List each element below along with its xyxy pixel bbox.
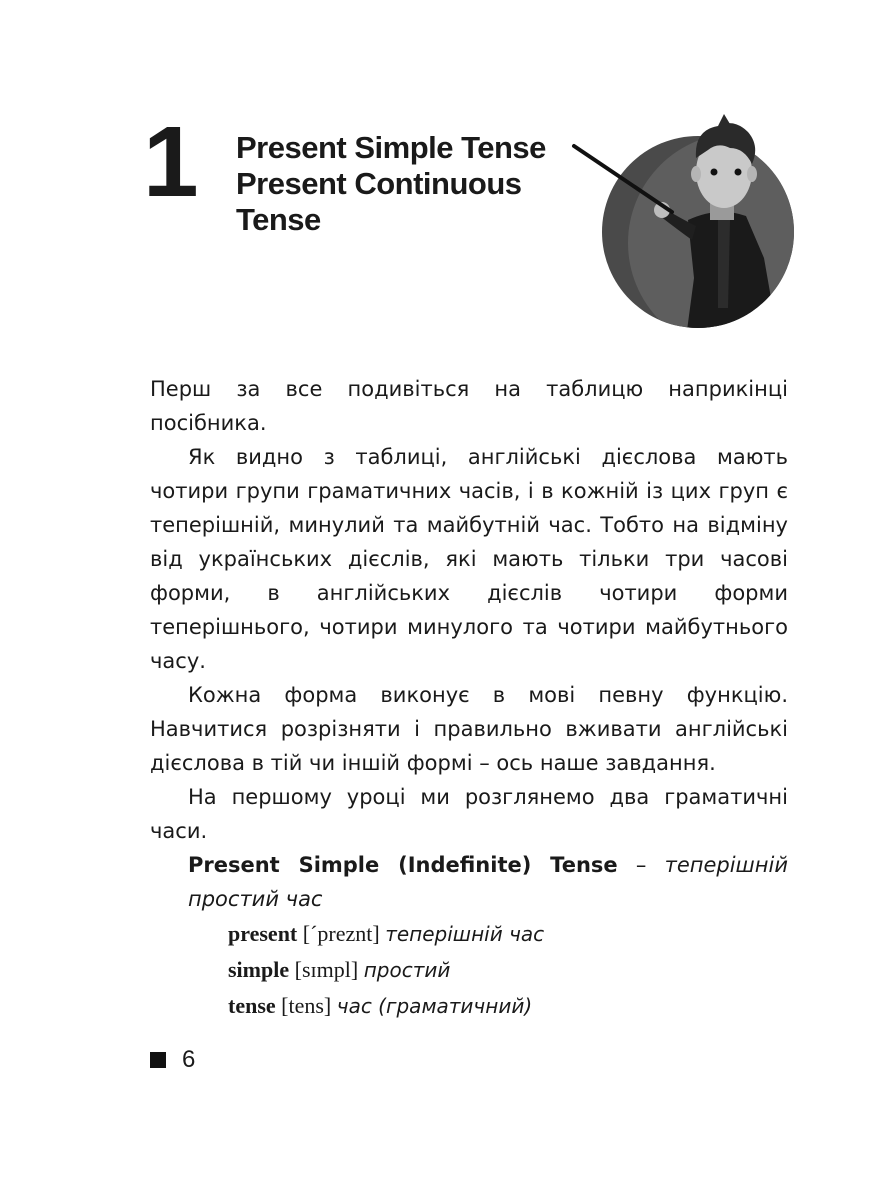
vocabulary-transcription: [´preznt] bbox=[302, 921, 380, 946]
paragraph: На першому уроці ми розглянемо два граматичні часи. bbox=[150, 785, 788, 843]
vocabulary-item bbox=[228, 952, 788, 988]
teacher-with-pointer-icon bbox=[568, 108, 796, 332]
chapter-number: 1 bbox=[143, 106, 197, 218]
paragraph: Кожна форма виконує в мові певну функцію. Навчитися розрізняти і правильно вживати англійські дієслова в тій чи іншій формі – ось наше завдання. bbox=[150, 683, 788, 775]
tense-term: Present Simple (Indefinite) Tense bbox=[188, 853, 618, 877]
body-text bbox=[150, 372, 788, 1024]
page-number: 6 bbox=[182, 1046, 196, 1073]
chapter-title-line: Present Simple Tense bbox=[236, 130, 546, 165]
square-marker-icon bbox=[150, 1052, 166, 1068]
chapter-title-line: Tense bbox=[236, 202, 321, 237]
vocabulary-transcription: [sɪmpl] bbox=[294, 957, 359, 982]
vocabulary-translation: теперішній час bbox=[385, 922, 545, 946]
vocabulary-word: simple bbox=[228, 957, 290, 982]
vocabulary-translation: час (граматичний) bbox=[336, 994, 533, 1018]
page-footer bbox=[150, 1046, 195, 1074]
paragraph: Як видно з таблиці, англійські дієслова мають чотири групи граматичних часів, і в кожній із цих груп є теперішній, минулий та майбутній час. Тобто на відміну від українських дієслів, які мають тільки три часові форми, в англійських дієслів чотири форми теперішнього, чотири минулого та чотири майбутнього часу. bbox=[150, 445, 788, 673]
tense-translation: теперішній простий час bbox=[188, 853, 788, 911]
vocabulary-item bbox=[228, 916, 788, 952]
definition-dash: – bbox=[617, 853, 665, 877]
vocabulary-word: present bbox=[228, 921, 298, 946]
vocabulary-list bbox=[228, 916, 788, 1024]
vocabulary-translation: простий bbox=[363, 958, 451, 982]
vocabulary-word: tense bbox=[228, 993, 276, 1018]
tense-definition bbox=[188, 848, 788, 916]
chapter-title bbox=[236, 130, 566, 238]
vocabulary-item bbox=[228, 988, 788, 1024]
vocabulary-transcription: [tens] bbox=[281, 993, 332, 1018]
chapter-title-line: Present Continuous bbox=[236, 166, 522, 201]
paragraph: Перш за все подивіться на таблицю наприкінці посібника. bbox=[150, 377, 788, 435]
